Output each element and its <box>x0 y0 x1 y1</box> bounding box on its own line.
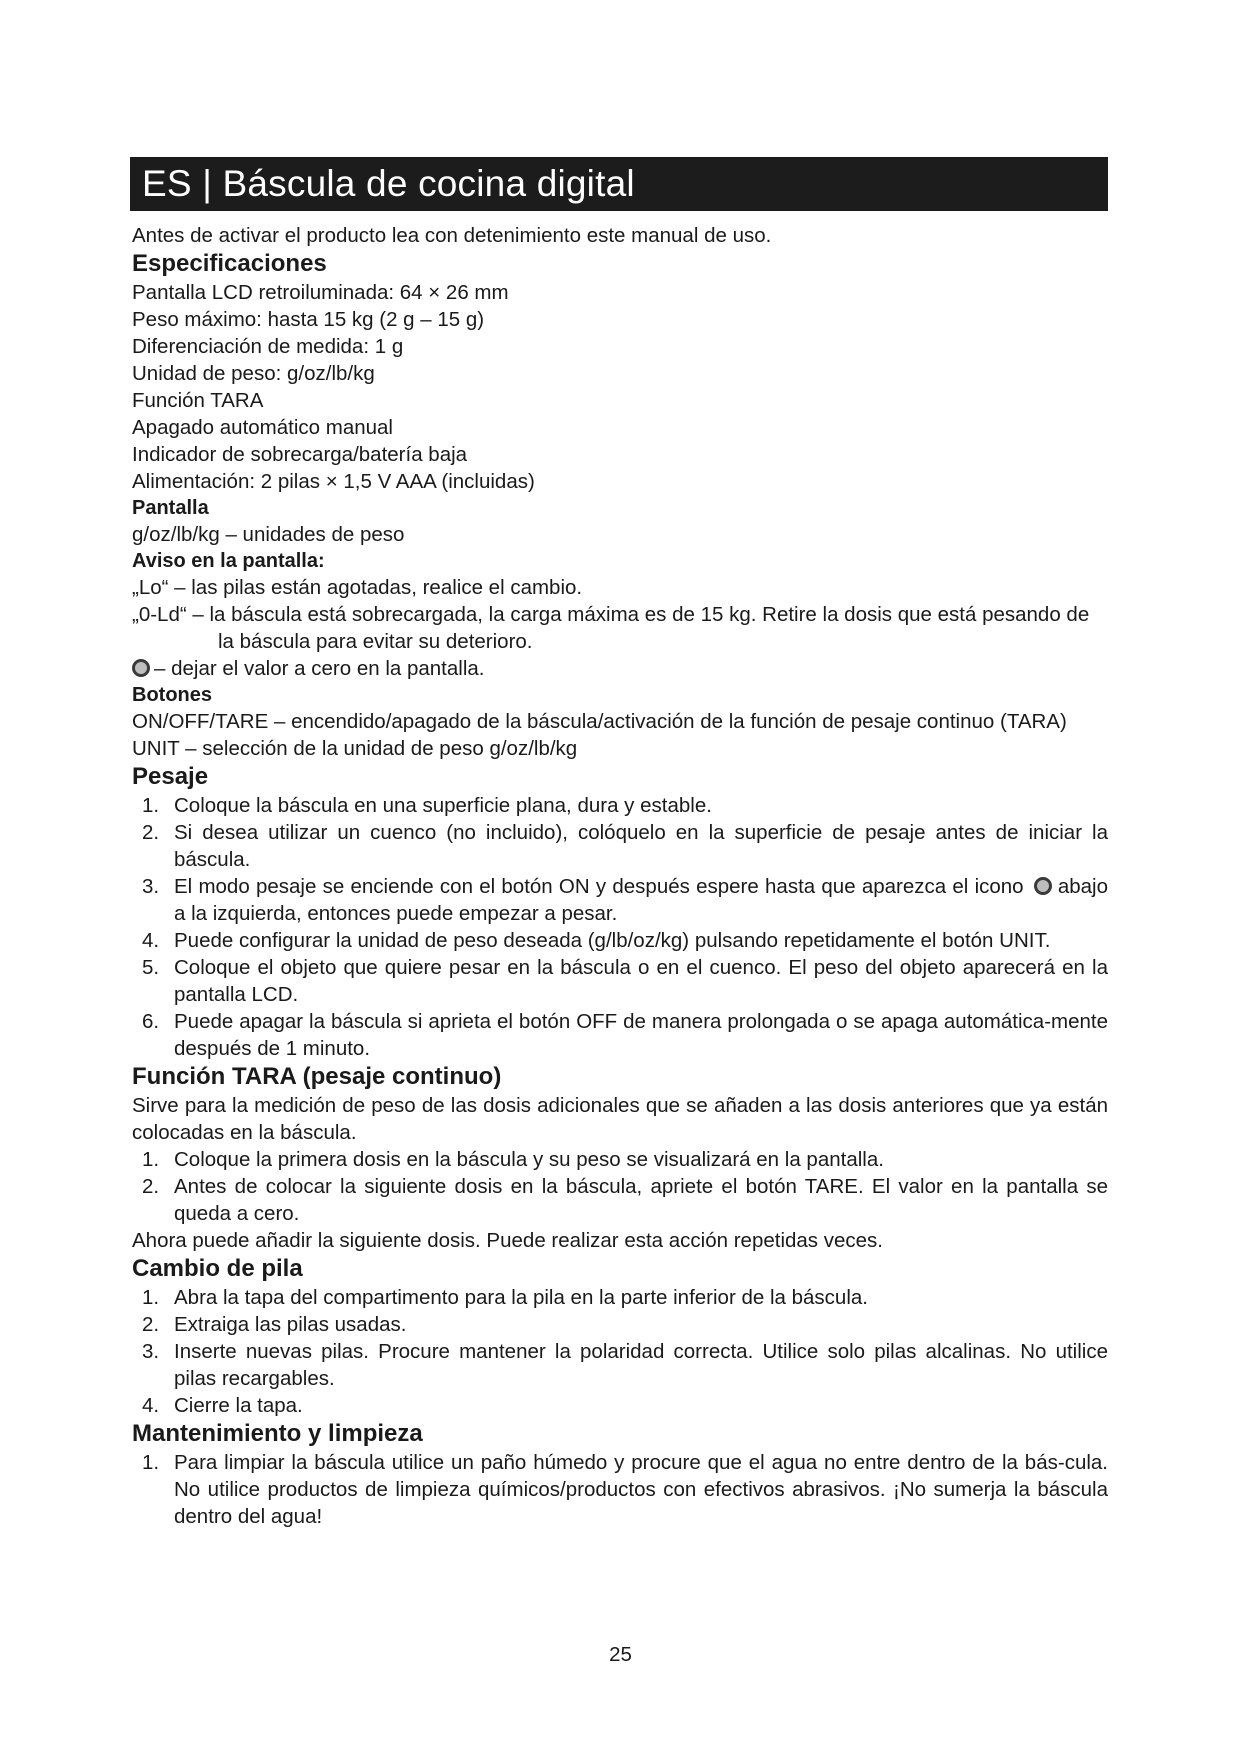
spec-item: Apagado automático manual <box>132 416 393 439</box>
step-number: 1. <box>142 1286 160 1309</box>
step-number: 1. <box>142 1148 160 1171</box>
step-text: Puede apagar la báscula si aprieta el botón OFF de manera prolongada o se apaga automática-mente después de 1 minuto. <box>174 1010 1108 1060</box>
list-item <box>132 873 1108 927</box>
tare-intro: Sirve para la medición de peso de las dosis adicionales que se añaden a las dosis anteriores que ya están colocadas en la báscula. <box>132 1094 1108 1144</box>
spec-item: Función TARA <box>132 389 264 412</box>
maintenance-heading: Mantenimiento y limpieza <box>132 1420 423 1447</box>
content <box>132 222 1108 1530</box>
list-item <box>132 792 1108 819</box>
buttons-heading: Botones <box>132 684 212 706</box>
step-text: Abra la tapa del compartimento para la pila en la parte inferior de la báscula. <box>174 1286 868 1309</box>
step-number: 4. <box>142 1394 160 1417</box>
buttons-section <box>132 682 1108 762</box>
step-text: Si desea utilizar un cuenco (no incluido), colóquelo en la superficie de pesaje antes de iniciar la báscula. <box>174 821 1108 871</box>
tare-outro: Ahora puede añadir la siguiente dosis. Puede realizar esta acción repetidas veces. <box>132 1229 883 1252</box>
specs-section <box>132 249 1108 495</box>
spec-item: Alimentación: 2 pilas × 1,5 V AAA (incluidas) <box>132 470 535 493</box>
spec-item: Unidad de peso: g/oz/lb/kg <box>132 362 375 385</box>
list-item <box>132 927 1108 954</box>
warnings-heading: Aviso en la pantalla: <box>132 550 325 572</box>
step-text: Inserte nuevas pilas. Procure mantener la polaridad correcta. Utilice solo pilas alcalinas. No utilice pilas recargables. <box>174 1340 1108 1390</box>
step-number: 3. <box>142 875 160 898</box>
weighing-heading: Pesaje <box>132 763 209 790</box>
step-text: Coloque la primera dosis en la báscula y su peso se visualizará en la pantalla. <box>174 1148 884 1171</box>
spec-item: Indicador de sobrecarga/batería baja <box>132 443 468 466</box>
step-text-after: abajo a la izquierda, entonces puede empezar a pesar. <box>174 875 1108 925</box>
list-item <box>132 1449 1108 1530</box>
warning-overload: „0-Ld“ – la báscula está sobrecargada, la carga máxima es de 15 kg. Retire la dosis que está pesando de la báscula para evitar su deterioro. <box>132 603 1090 653</box>
specs-heading: Especificaciones <box>132 250 327 277</box>
maintenance-steps <box>132 1449 1108 1530</box>
zero-circle-icon <box>1034 877 1052 895</box>
display-section <box>132 495 1108 548</box>
spec-item: Peso máximo: hasta 15 kg (2 g – 15 g) <box>132 308 485 331</box>
weighing-section <box>132 762 1108 1062</box>
spec-item: Pantalla LCD retroiluminada: 64 × 26 mm <box>132 281 509 304</box>
battery-heading: Cambio de pila <box>132 1255 303 1282</box>
step-text: Coloque la báscula en una superficie plana, dura y estable. <box>174 794 712 817</box>
warning-lo: „Lo“ – las pilas están agotadas, realice el cambio. <box>132 576 583 599</box>
weighing-steps <box>132 792 1108 1062</box>
button-unit-desc: UNIT – selección de la unidad de peso g/oz/lb/kg <box>132 737 578 760</box>
battery-section <box>132 1254 1108 1419</box>
step-text: Para limpiar la báscula utilice un paño húmedo y procure que el agua no entre dentro de la bás-cula. No utilice productos de limpieza químicos/productos con efectivos abrasivos. ¡No sumerja la báscula dentro del agua! <box>174 1451 1108 1528</box>
step-number: 4. <box>142 929 160 952</box>
step-number: 1. <box>142 1451 160 1474</box>
zero-circle-icon <box>132 659 150 677</box>
step-number: 6. <box>142 1010 160 1033</box>
intro-text: Antes de activar el producto lea con detenimiento este manual de uso. <box>132 224 772 247</box>
step-number: 2. <box>142 1313 160 1336</box>
step-text: Extraiga las pilas usadas. <box>174 1313 407 1336</box>
step-text: Puede configurar la unidad de peso deseada (g/lb/oz/kg) pulsando repetidamente el botón UNIT. <box>174 929 1051 952</box>
tare-steps <box>132 1146 1108 1227</box>
list-item <box>132 819 1108 873</box>
step-text: Cierre la tapa. <box>174 1394 303 1417</box>
list-item <box>132 1146 1108 1173</box>
maintenance-section <box>132 1419 1108 1530</box>
display-heading: Pantalla <box>132 497 209 519</box>
step-text: Coloque el objeto que quiere pesar en la báscula o en el cuenco. El peso del objeto aparecerá en la pantalla LCD. <box>174 956 1108 1006</box>
list-item <box>132 1311 1108 1338</box>
list-item <box>132 954 1108 1008</box>
button-onoff-desc: ON/OFF/TARE – encendido/apagado de la báscula/activación de la función de pesaje continuo (TARA) <box>132 710 1067 733</box>
list-item <box>132 1173 1108 1227</box>
page-number: 25 <box>609 1643 632 1666</box>
list-item <box>132 1338 1108 1392</box>
warning-zero <box>132 655 1108 682</box>
step-number: 2. <box>142 1175 160 1198</box>
step-number: 3. <box>142 1340 160 1363</box>
tare-section <box>132 1062 1108 1254</box>
battery-steps <box>132 1284 1108 1419</box>
tare-heading: Función TARA (pesaje continuo) <box>132 1063 502 1090</box>
step-text: El modo pesaje se enciende con el botón ON y después espere hasta que aparezca el icono <box>174 875 1024 898</box>
step-text: Antes de colocar la siguiente dosis en la báscula, apriete el botón TARE. El valor en la pantalla se queda a cero. <box>174 1175 1108 1225</box>
list-item <box>132 1008 1108 1062</box>
page-title: ES | Báscula de cocina digital <box>130 157 1108 211</box>
list-item <box>132 1284 1108 1311</box>
step-number: 2. <box>142 821 160 844</box>
spec-item: Diferenciación de medida: 1 g <box>132 335 404 358</box>
warning-zero-text: – dejar el valor a cero en la pantalla. <box>154 657 485 680</box>
warnings-section <box>132 548 1108 682</box>
display-text: g/oz/lb/kg – unidades de peso <box>132 523 405 546</box>
step-number: 1. <box>142 794 160 817</box>
list-item <box>132 1392 1108 1419</box>
step-number: 5. <box>142 956 160 979</box>
